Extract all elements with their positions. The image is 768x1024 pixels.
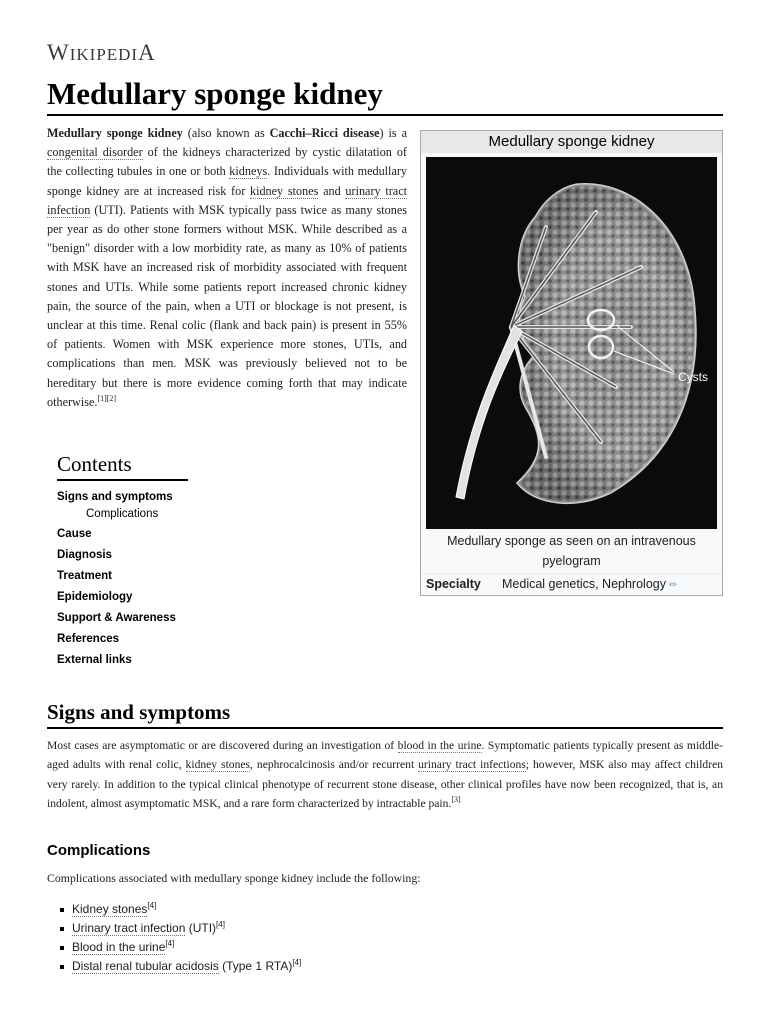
infobox (420, 130, 723, 596)
lead-paragraph (47, 124, 407, 412)
complications-list (57, 900, 301, 976)
pencil-icon[interactable]: ✏ (668, 580, 678, 591)
reference-2[interactable]: [2] (106, 393, 117, 403)
link-urinary-tract-infection[interactable]: urinary tract infection (47, 183, 407, 217)
toc-item-epidemiology[interactable]: Epidemiology (57, 591, 133, 603)
toc-item-complications[interactable]: Complications (86, 508, 159, 520)
link-urinary-tract-infections[interactable]: urinary tract infections (418, 758, 526, 772)
list-item (57, 938, 301, 957)
table-of-contents (57, 452, 247, 671)
kidney-illustration (426, 157, 717, 529)
lead-text-4: . Individuals with medullary sponge kidney are at increased risk for (47, 164, 408, 198)
lead-text-5: and (318, 183, 346, 198)
lead-alt-name: Cacchi–Ricci disease (269, 126, 380, 140)
reference-1[interactable]: [1] (97, 393, 107, 403)
reference-4[interactable]: [4] (292, 958, 302, 967)
infobox-specialty-row (421, 573, 722, 595)
section-heading-signs: Signs and symptoms (47, 700, 723, 729)
toc-item-diagnosis[interactable]: Diagnosis (57, 549, 112, 561)
toc-item-signs-and-symptoms[interactable]: Signs and symptoms (57, 491, 173, 503)
lead-text-2: ) is a (379, 126, 407, 140)
specialty-text[interactable]: Medical genetics, Nephrology (502, 577, 666, 591)
signs-paragraph (47, 736, 723, 813)
signs-text-4: ; however, MSK also may affect children very rarely. In addition to the typical clinical phenotype of recurrent stone disease, other clinical profiles have now been recognized, that is, an indolent, almost asymptomatic MSK, and a rare form characterized by intractable pain. (47, 758, 724, 810)
reference-4[interactable]: [4] (147, 901, 157, 910)
logo-part-3: A (138, 40, 156, 65)
specialty-value (502, 577, 677, 591)
reference-4[interactable]: [4] (165, 939, 175, 948)
logo-part-2: IKIPEDI (69, 45, 139, 64)
signs-text-1: Most cases are asymptomatic or are discovered during an investigation of (47, 739, 398, 752)
toc-item-treatment[interactable]: Treatment (57, 570, 112, 582)
toc-item-cause[interactable]: Cause (57, 528, 92, 540)
link-kidney-stones-2[interactable]: kidney stones (185, 758, 251, 772)
reference-3[interactable]: [3] (451, 795, 461, 805)
infobox-title: Medullary sponge kidney (421, 131, 722, 153)
kidney-pyelogram-image[interactable] (426, 157, 717, 529)
page-title: Medullary sponge kidney (47, 76, 723, 116)
link-complication-distal-rta[interactable]: Distal renal tubular acidosis (72, 959, 219, 973)
link-kidneys[interactable]: kidneys (229, 164, 268, 179)
link-congenital-disorder[interactable]: congenital disorder (47, 145, 143, 160)
list-item (57, 919, 301, 938)
toc-item-external-links[interactable]: External links (57, 654, 132, 666)
toc-item-support-awareness[interactable]: Support & Awareness (57, 612, 176, 624)
lead-text-1: (also known as (182, 126, 270, 140)
complication-suffix: (Type 1 RTA) (218, 959, 293, 973)
section-heading-complications: Complications (47, 842, 151, 859)
infobox-caption: Medullary sponge as seen on an intravenous pyelogram (447, 534, 696, 568)
toc-item-references[interactable]: References (57, 633, 120, 645)
link-complication-uti[interactable]: Urinary tract infection (72, 921, 186, 935)
cysts-label: Cysts (678, 370, 708, 384)
toc-title: Contents (57, 452, 188, 481)
link-complication-kidney-stones[interactable]: Kidney stones (72, 902, 148, 916)
logo-part-1: W (47, 40, 70, 65)
list-item (57, 900, 301, 919)
reference-4[interactable]: [4] (216, 920, 225, 929)
lead-text-3: of the kidneys characterized by cystic dilatation of the collecting tubules in one or both (47, 145, 407, 179)
signs-text-3: , nephrocalcinosis and/or recurrent (250, 758, 419, 772)
complications-intro: Complications associated with medullary sponge kidney include the following: (47, 871, 421, 885)
link-complication-blood-in-urine[interactable]: Blood in the urine (72, 940, 166, 954)
lead-text-6: (UTI). Patients with MSK typically pass twice as many stones per year as do other stone formers without MSK. While described as a "benign" disorder with a low morbidity rate, as many as 10% of patients with MSK have an increased risk of morbidity associated with frequent stones and UTIs. While some patients report increased chronic kidney pain, the source of the pain, when a UTI or blockage is not present, is unclear at this time. Renal colic (flank and back pain) is present in 55% of patients. Women with MSK experience more stones, UTIs, and complications than men. MSK was previously believed not to be hereditary but there is more evidence coming forth that may indicate otherwise. (47, 202, 407, 409)
specialty-label: Specialty (426, 577, 481, 591)
link-blood-in-urine[interactable]: blood in the urine (397, 739, 482, 752)
wikipedia-logo[interactable] (47, 40, 156, 66)
link-kidney-stones[interactable]: kidney stones (249, 183, 319, 198)
lead-term: Medullary sponge kidney (47, 126, 183, 140)
signs-text-2: . Symptomatic patients typically present as middle-aged adults with renal colic, (47, 739, 723, 772)
complication-suffix: (UTI) (185, 921, 217, 935)
list-item (57, 957, 301, 976)
